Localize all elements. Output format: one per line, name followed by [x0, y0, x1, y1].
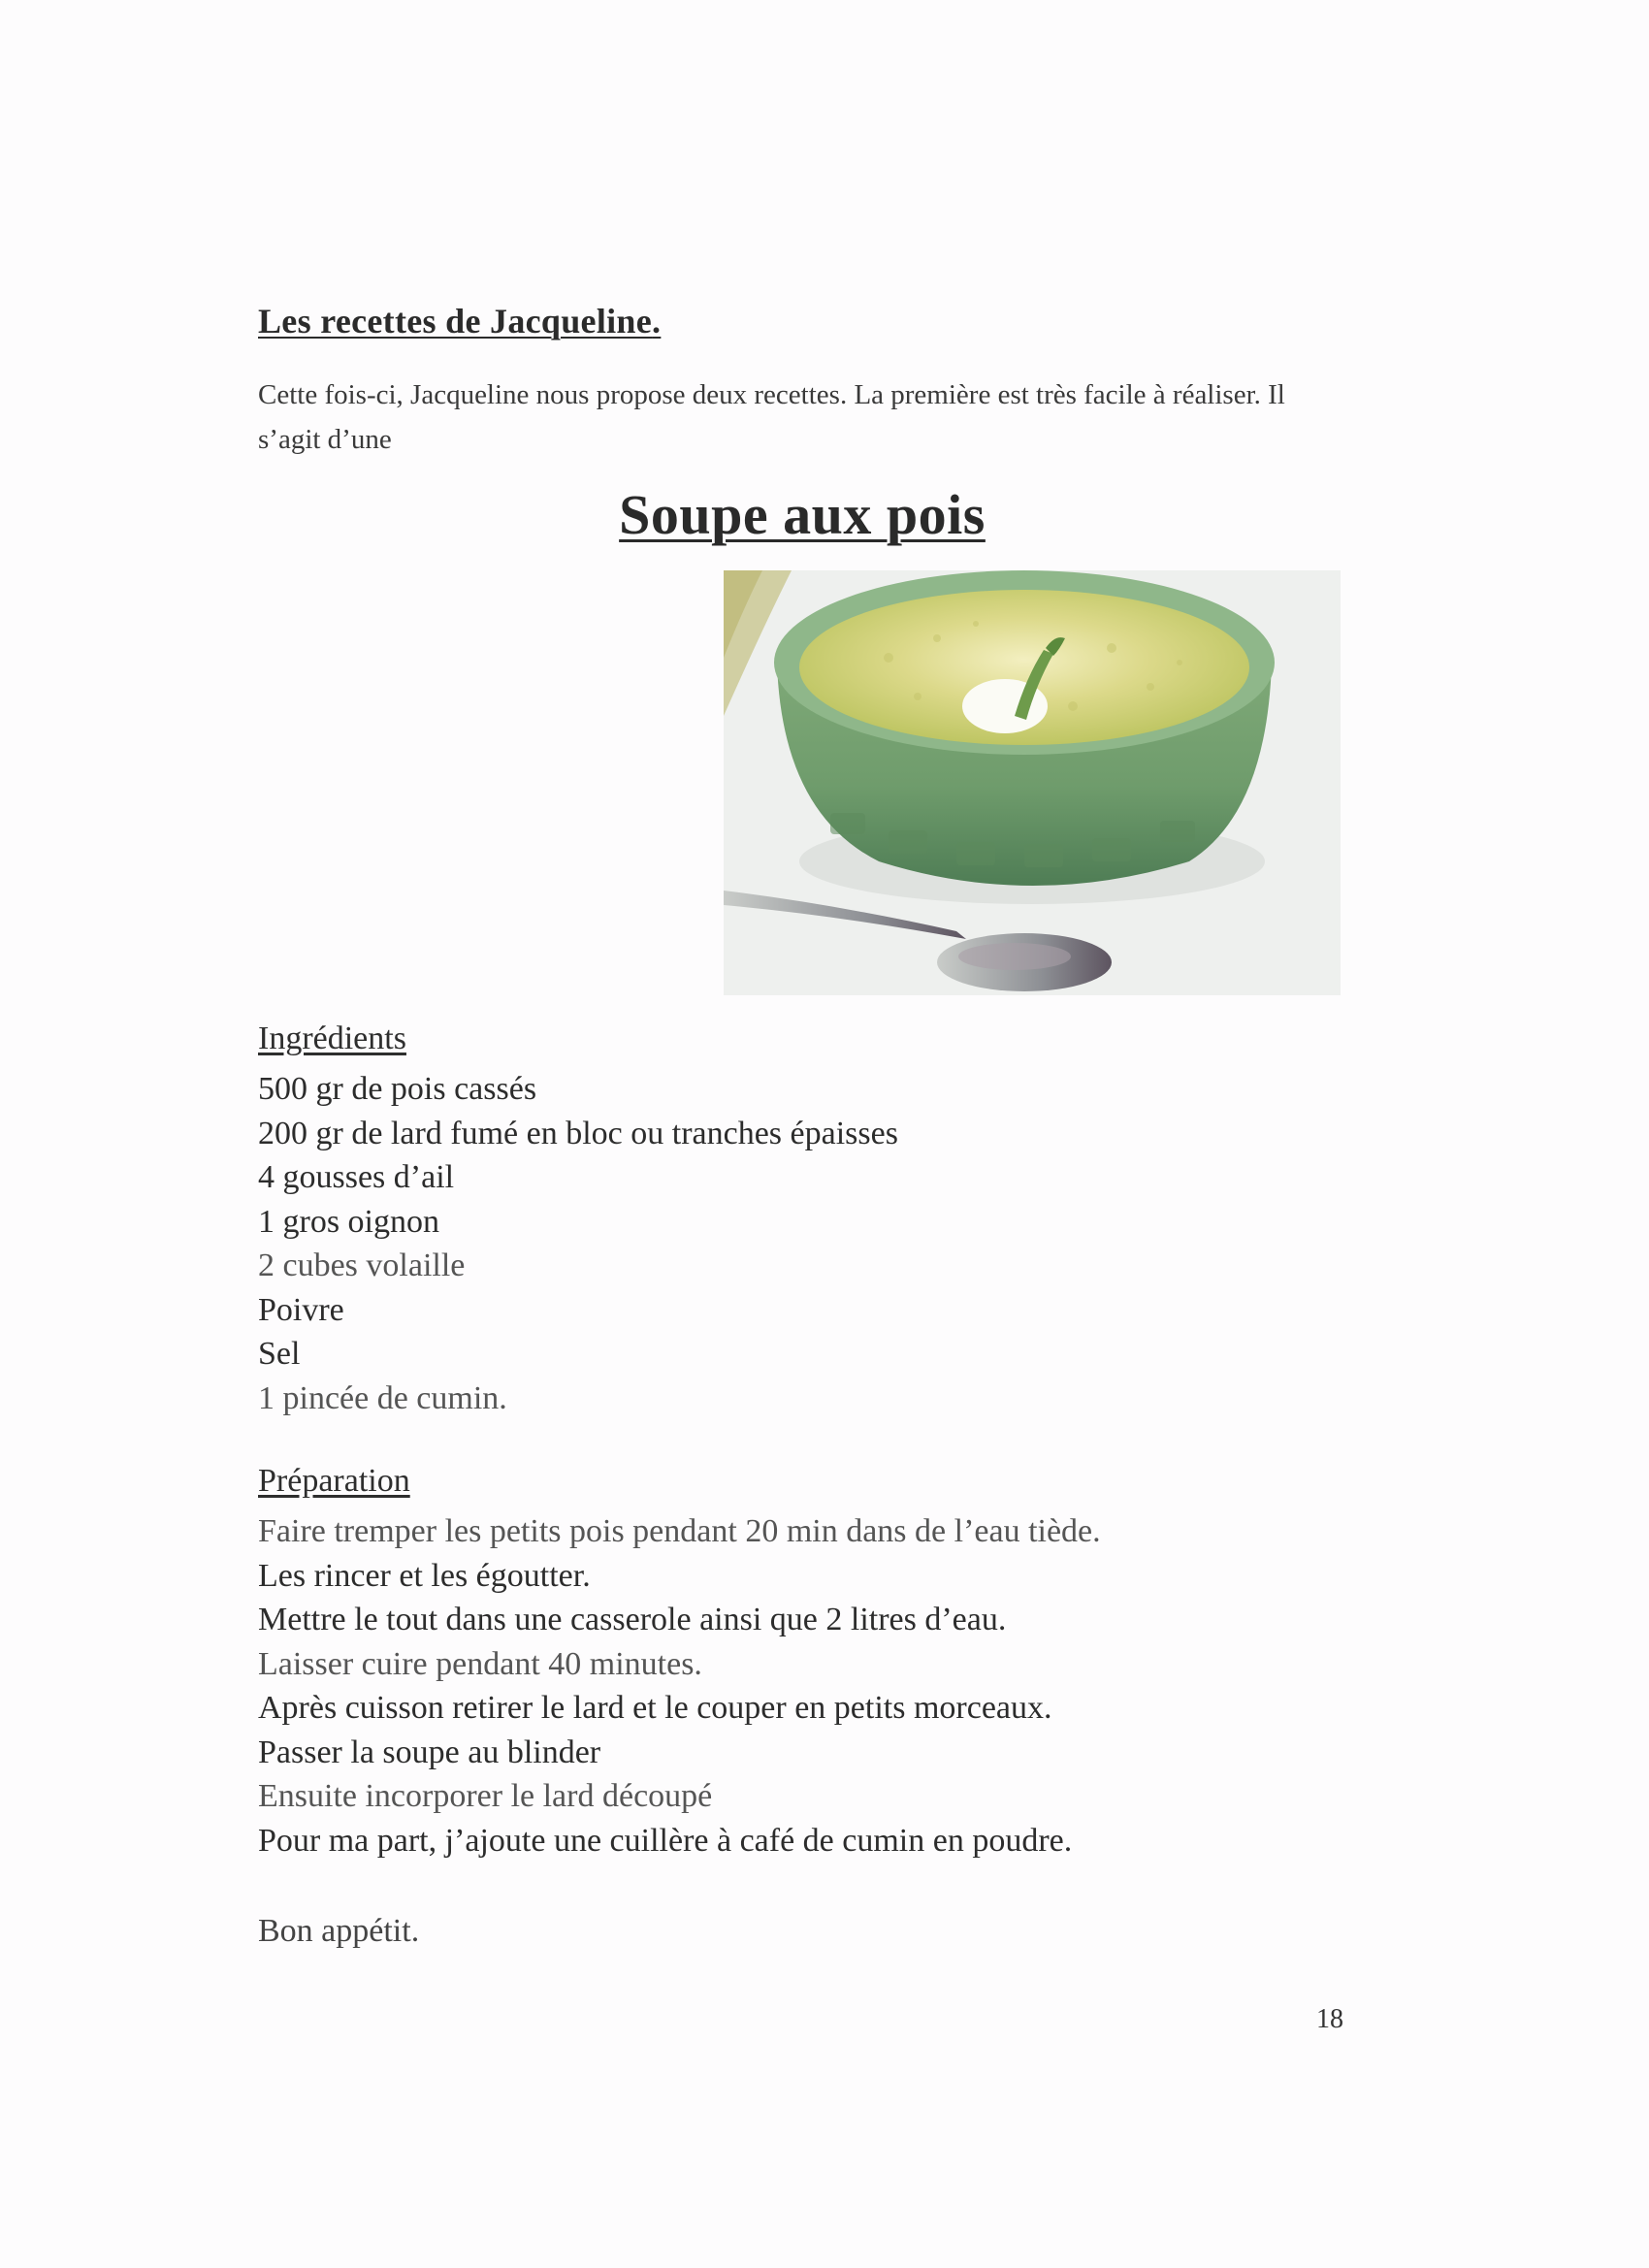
ingredients-list: [258, 1067, 898, 1420]
ingredient-item: Poivre: [258, 1291, 344, 1328]
ingredient-item: 1 gros oignon: [258, 1203, 439, 1240]
ingredient-item: 2 cubes volaille: [258, 1247, 466, 1283]
preparation-step: Ensuite incorporer le lard découpé: [258, 1778, 713, 1814]
section-heading-text: Les recettes de Jacqueline: [258, 302, 653, 340]
preparation-step: Mettre le tout dans une casserole ainsi que 2 litres d’eau.: [258, 1602, 1007, 1637]
preparation-step: Après cuisson retirer le lard et le couper en petits morceaux.: [258, 1690, 1052, 1726]
ingredient-item: 1 pincée de cumin.: [258, 1379, 507, 1416]
preparation-steps: [258, 1509, 1101, 1863]
preparation-step: Faire tremper les petits pois pendant 20 min dans de l’eau tiède.: [258, 1513, 1101, 1549]
preparation-step: Laisser cuire pendant 40 minutes.: [258, 1645, 702, 1682]
pea-soup-bowl-photo: [724, 570, 1341, 995]
recipe-title: Soupe aux pois: [619, 483, 986, 546]
closing-line: Bon appétit.: [258, 1913, 420, 1949]
ingredient-item: 500 gr de pois cassés: [258, 1071, 537, 1107]
ingredients-heading: Ingrédients: [258, 1021, 406, 1056]
ingredient-item: Sel: [258, 1336, 301, 1372]
ingredient-item: 4 gousses d’ail: [258, 1159, 455, 1195]
page-number: 18: [1316, 2004, 1343, 2034]
preparation-step: Passer la soupe au blinder: [258, 1733, 601, 1770]
preparation-step: Les rincer et les égoutter.: [258, 1557, 591, 1594]
section-heading: [258, 301, 661, 341]
ingredient-item: 200 gr de lard fumé en bloc ou tranches épaisses: [258, 1115, 898, 1151]
preparation-heading: Préparation: [258, 1463, 410, 1499]
section-heading-period: .: [652, 302, 662, 340]
preparation-step: Pour ma part, j’ajoute une cuillère à café de cumin en poudre.: [258, 1822, 1073, 1859]
intro-paragraph: Cette fois-ci, Jacqueline nous propose deux recettes. La première est très facile à réaliser. Il s’agit d’une: [258, 379, 1285, 455]
